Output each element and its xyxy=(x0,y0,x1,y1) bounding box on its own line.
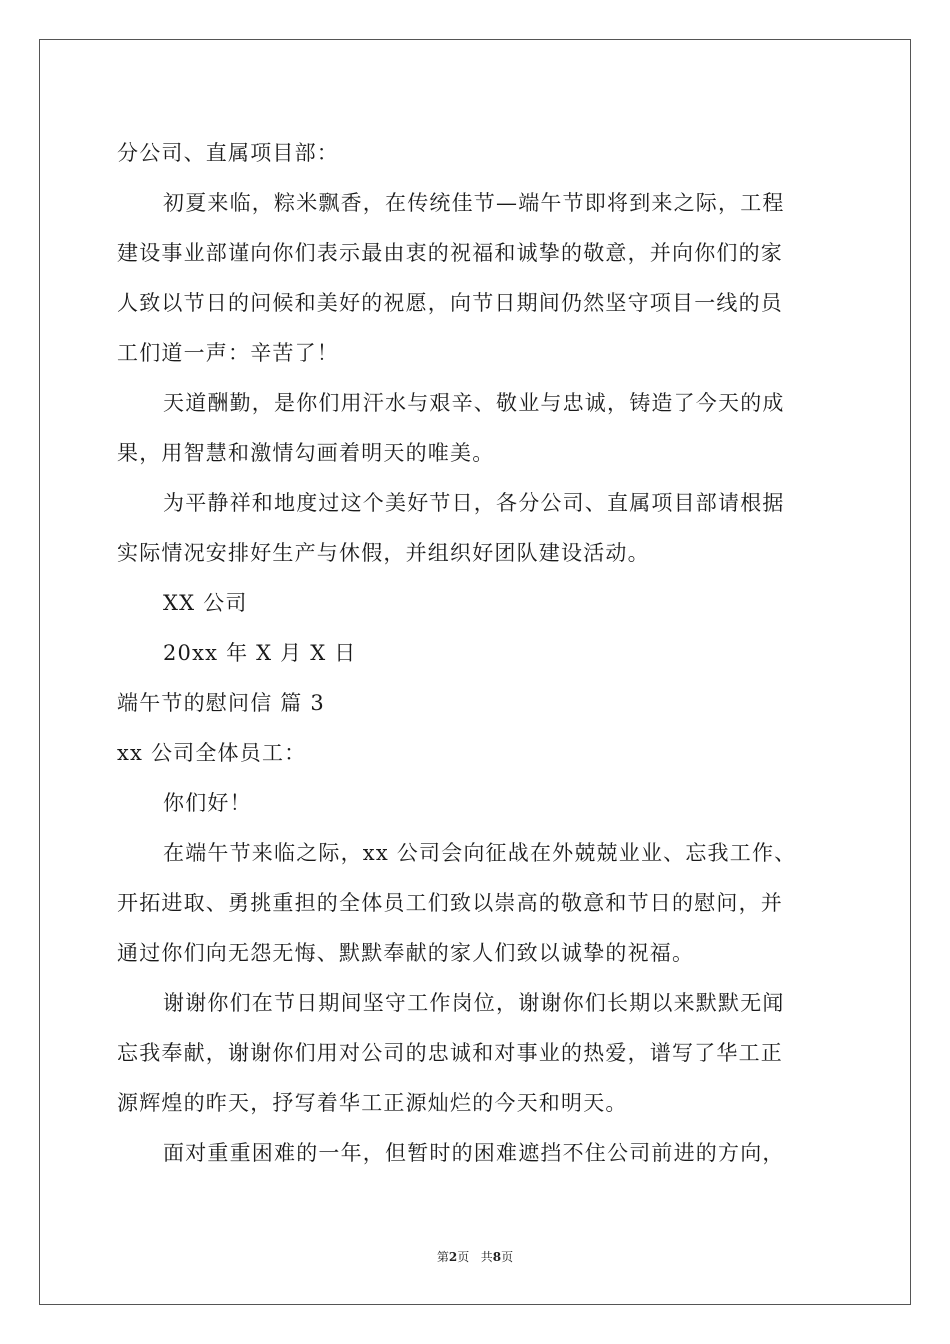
text-line: 开拓进取、勇挑重担的全体员工们致以崇高的敬意和节日的慰问，并 xyxy=(117,891,783,915)
total-pages: 8 xyxy=(492,1250,502,1264)
total-suffix: 页 xyxy=(501,1250,514,1264)
text-line: 实际情况安排好生产与休假，并组织好团队建设活动。 xyxy=(117,541,650,565)
text-line: 为平静祥和地度过这个美好节日，各分公司、直属项目部请根据 xyxy=(163,491,785,515)
section-title: 端午节的慰问信 篇 3 xyxy=(117,691,325,715)
text-line: 天道酬勤，是你们用汗水与艰辛、敬业与忠诚，铸造了今天的成 xyxy=(163,391,785,415)
text-line: 果，用智慧和激情勾画着明天的唯美。 xyxy=(117,441,495,465)
document-body xyxy=(117,128,857,1178)
text-line: 分公司、直属项目部： xyxy=(117,141,339,165)
text-line: 工们道一声：辛苦了！ xyxy=(117,341,339,365)
text-line: 谢谢你们在节日期间坚守工作岗位，谢谢你们长期以来默默无闻 xyxy=(163,991,785,1015)
text-line: 通过你们向无怨无悔、默默奉献的家人们致以诚挚的祝福。 xyxy=(117,941,695,965)
text-line: 人致以节日的问候和美好的祝愿，向节日期间仍然坚守项目一线的员 xyxy=(117,291,783,315)
text-line: 忘我奉献，谢谢你们用对公司的忠诚和对事业的热爱，谱写了华工正 xyxy=(117,1041,783,1065)
text-line: 在端午节来临之际，xx 公司会向征战在外兢兢业业、忘我工作、 xyxy=(163,841,797,865)
text-line: 面对重重困难的一年，但暂时的困难遮挡不住公司前进的方向， xyxy=(163,1141,785,1165)
signature-date: 20xx 年 X 月 X 日 xyxy=(163,641,357,665)
page-prefix: 第 xyxy=(436,1250,449,1264)
page-footer xyxy=(0,1248,950,1265)
total-prefix: 共 xyxy=(480,1250,493,1264)
page-number: 2 xyxy=(448,1250,458,1264)
page-suffix: 页 xyxy=(457,1250,470,1264)
signature-company: XX 公司 xyxy=(163,591,248,615)
text-line: 建设事业部谨向你们表示最由衷的祝福和诚挚的敬意，并向你们的家 xyxy=(117,241,783,265)
text-line: 源辉煌的昨天，抒写着华工正源灿烂的今天和明天。 xyxy=(117,1091,628,1115)
text-line: 初夏来临，粽米飘香，在传统佳节—端午节即将到来之际，工程 xyxy=(163,191,785,215)
greeting: 你们好！ xyxy=(163,791,252,815)
salutation: xx 公司全体员工： xyxy=(117,741,307,765)
